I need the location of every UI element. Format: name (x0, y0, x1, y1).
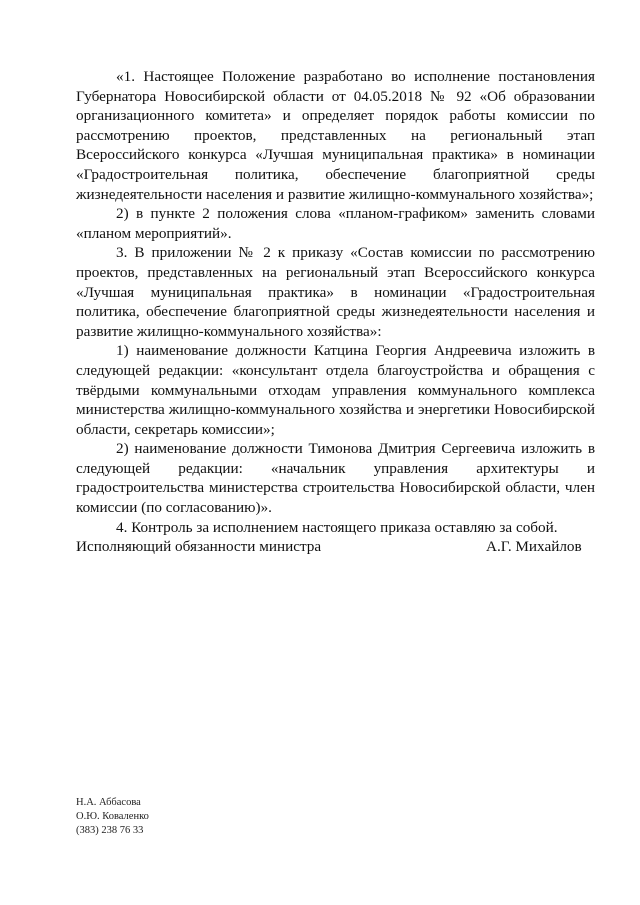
executor-name: О.Ю. Коваленко (76, 811, 149, 822)
executor-phone: (383) 238 76 33 (76, 825, 144, 836)
paragraph-item-3: 3. В приложении № 2 к приказу «Состав комиссии по рассмотрению проектов, представленных на региональный этап Всероссийского конкурса «Лучшая муниципальная практика» в номинации «Градостроительная политика, обеспечение благоприятной среды жизнедеятельности населения и развитие жилищно-коммунального хозяйства»: (76, 244, 595, 340)
executors-block (76, 796, 149, 838)
paragraph-subitem-1: 1) наименование должности Катцина Георгия Андреевича изложить в следующей редакции: «консультант отдела благоустройства и обращения с твёрдыми коммунальными отходам управления коммунального комплекса министерства жилищно-коммунального хозяйства и энергетики Новосибирской области, секретарь комиссии»; (76, 342, 595, 438)
paragraph-item-4: 4. Контроль за исполнением настоящего приказа оставляю за собой. (116, 518, 558, 536)
executor-name: Н.А. Аббасова (76, 797, 141, 808)
document-body (76, 67, 595, 537)
paragraph-subitem-2: 2) наименование должности Тимонова Дмитрия Сергеевича изложить в следующей редакции: «начальник управления архитектуры и градостроительства министерства строительства Новосибирской области, член комиссии (по согласованию)». (76, 440, 595, 517)
signatory-title: Исполняющий обязанности министра (76, 538, 322, 555)
paragraph-item-2: 2) в пункте 2 положения слова «планом-графиком» заменить словами «планом мероприятий». (76, 205, 595, 242)
signatory-name: А.Г. Михайлов (486, 538, 582, 555)
paragraph-regulation-item-1: «1. Настоящее Положение разработано во исполнение постановления Губернатора Новосибирской области от 04.05.2018 № 92 «Об образовании организационного комитета» и определяет порядок работы комиссии по рассмотрению проектов, представленных на региональный этап Всероссийского конкурса «Лучшая муниципальная практика» в номинации «Градостроительная политика, обеспечение благоприятной среды жизнедеятельности населения и развитие жилищно-коммунального хозяйства»; (76, 68, 595, 203)
